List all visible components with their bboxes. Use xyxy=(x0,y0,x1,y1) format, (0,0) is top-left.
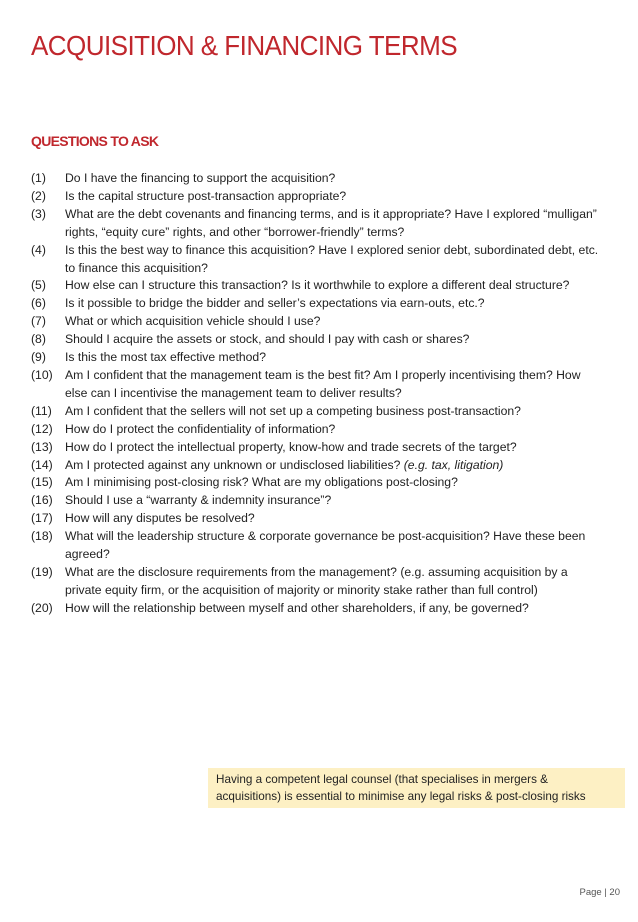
question-number: (15) xyxy=(31,475,53,490)
question-item-4 xyxy=(31,242,603,278)
question-text: Is the capital structure post-transaction appropriate? xyxy=(65,188,347,203)
question-item-14 xyxy=(31,457,603,475)
question-number: (4) xyxy=(31,242,46,257)
question-number: (11) xyxy=(31,403,52,418)
question-number: (6) xyxy=(31,296,46,311)
question-text: Am I confident that the sellers will not set up a competing business post-transaction? xyxy=(65,403,521,418)
question-item-18 xyxy=(31,528,603,564)
question-text: Do I have the financing to support the acquisition? xyxy=(65,171,336,185)
callout-line: Having a competent legal counsel (that specialises in mergers & xyxy=(216,773,548,786)
question-text: Am I minimising post-closing risk? What are my obligations post-closing? xyxy=(65,475,458,490)
question-item-13 xyxy=(31,439,603,457)
question-text: How do I protect the intellectual property, know-how and trade secrets of the target? xyxy=(65,439,517,454)
question-number: (19) xyxy=(31,564,53,579)
callout-line: acquisitions) is essential to minimise any legal risks & post-closing risks xyxy=(216,790,586,803)
question-number: (17) xyxy=(31,511,53,526)
question-number: (7) xyxy=(31,314,46,329)
legal-counsel-callout xyxy=(208,768,625,808)
question-text: Should I use a “warranty & indemnity insurance”? xyxy=(65,493,332,508)
question-list xyxy=(31,170,603,618)
question-text: What or which acquisition vehicle should I use? xyxy=(65,314,321,329)
question-item-2 xyxy=(31,188,603,206)
question-number: (18) xyxy=(31,529,53,544)
question-item-8 xyxy=(31,331,603,349)
question-text xyxy=(65,457,603,475)
question-item-7 xyxy=(31,313,603,331)
question-text: What are the disclosure requirements from the management? (e.g. assuming acquisition by a private equity firm, or the acquisition of majority or minority stake rather than full control) xyxy=(65,564,568,597)
page-number: Page | 20 xyxy=(579,887,620,898)
question-number: (8) xyxy=(31,332,46,347)
question-text: Is this the best way to finance this acquisition? Have I explored senior debt, subordinated debt, etc. to finance this acquisition? xyxy=(65,242,599,275)
question-text: Is this the most tax effective method? xyxy=(65,350,266,365)
question-text-main: Am I protected against any unknown or undisclosed liabilities? xyxy=(65,457,401,472)
question-text: Should I acquire the assets or stock, and should I pay with cash or shares? xyxy=(65,332,470,347)
question-number: (9) xyxy=(31,350,46,365)
question-number: (1) xyxy=(31,171,46,185)
question-item-12 xyxy=(31,421,603,439)
question-item-6 xyxy=(31,295,603,313)
question-number: (16) xyxy=(31,493,53,508)
question-item-17 xyxy=(31,510,603,528)
question-item-11 xyxy=(31,403,603,421)
question-number: (2) xyxy=(31,188,46,203)
question-text: How will any disputes be resolved? xyxy=(65,511,255,526)
question-text: What will the leadership structure & corporate governance be post-acquisition? Have these been agreed? xyxy=(65,529,586,562)
question-item-19 xyxy=(31,564,603,600)
question-number: (12) xyxy=(31,421,53,436)
question-number: (3) xyxy=(31,206,46,221)
question-text: How do I protect the confidentiality of information? xyxy=(65,421,336,436)
question-text: Am I confident that the management team is the best fit? Am I properly incentivising them? How else can I incentivise the management team to deliver results? xyxy=(65,367,581,400)
question-item-5 xyxy=(31,277,603,295)
question-text: Is it possible to bridge the bidder and seller’s expectations via earn-outs, etc.? xyxy=(65,296,485,311)
question-item-16 xyxy=(31,492,603,510)
question-item-10 xyxy=(31,367,603,403)
question-italic-note: (e.g. tax, litigation) xyxy=(403,457,504,472)
question-text: How will the relationship between myself and other shareholders, if any, be governed? xyxy=(65,600,529,615)
question-item-15 xyxy=(31,474,603,492)
question-number: (10) xyxy=(31,367,53,382)
question-item-1 xyxy=(31,170,603,188)
question-text: What are the debt covenants and financing terms, and is it appropriate? Have I explored “mulligan” rights, “equity cure” rights, and other “borrower-friendly” terms? xyxy=(65,206,597,239)
question-item-9 xyxy=(31,349,603,367)
question-item-20 xyxy=(31,600,603,618)
question-text: How else can I structure this transaction? Is it worthwhile to explore a different deal structure? xyxy=(65,278,570,293)
question-number: (13) xyxy=(31,439,53,454)
section-heading: QUESTIONS TO ASK xyxy=(31,133,159,149)
question-number: (20) xyxy=(31,600,53,615)
page-title: ACQUISITION & FINANCING TERMS xyxy=(31,30,458,61)
question-number: (14) xyxy=(31,457,53,472)
question-number: (5) xyxy=(31,278,46,293)
question-item-3 xyxy=(31,206,603,242)
